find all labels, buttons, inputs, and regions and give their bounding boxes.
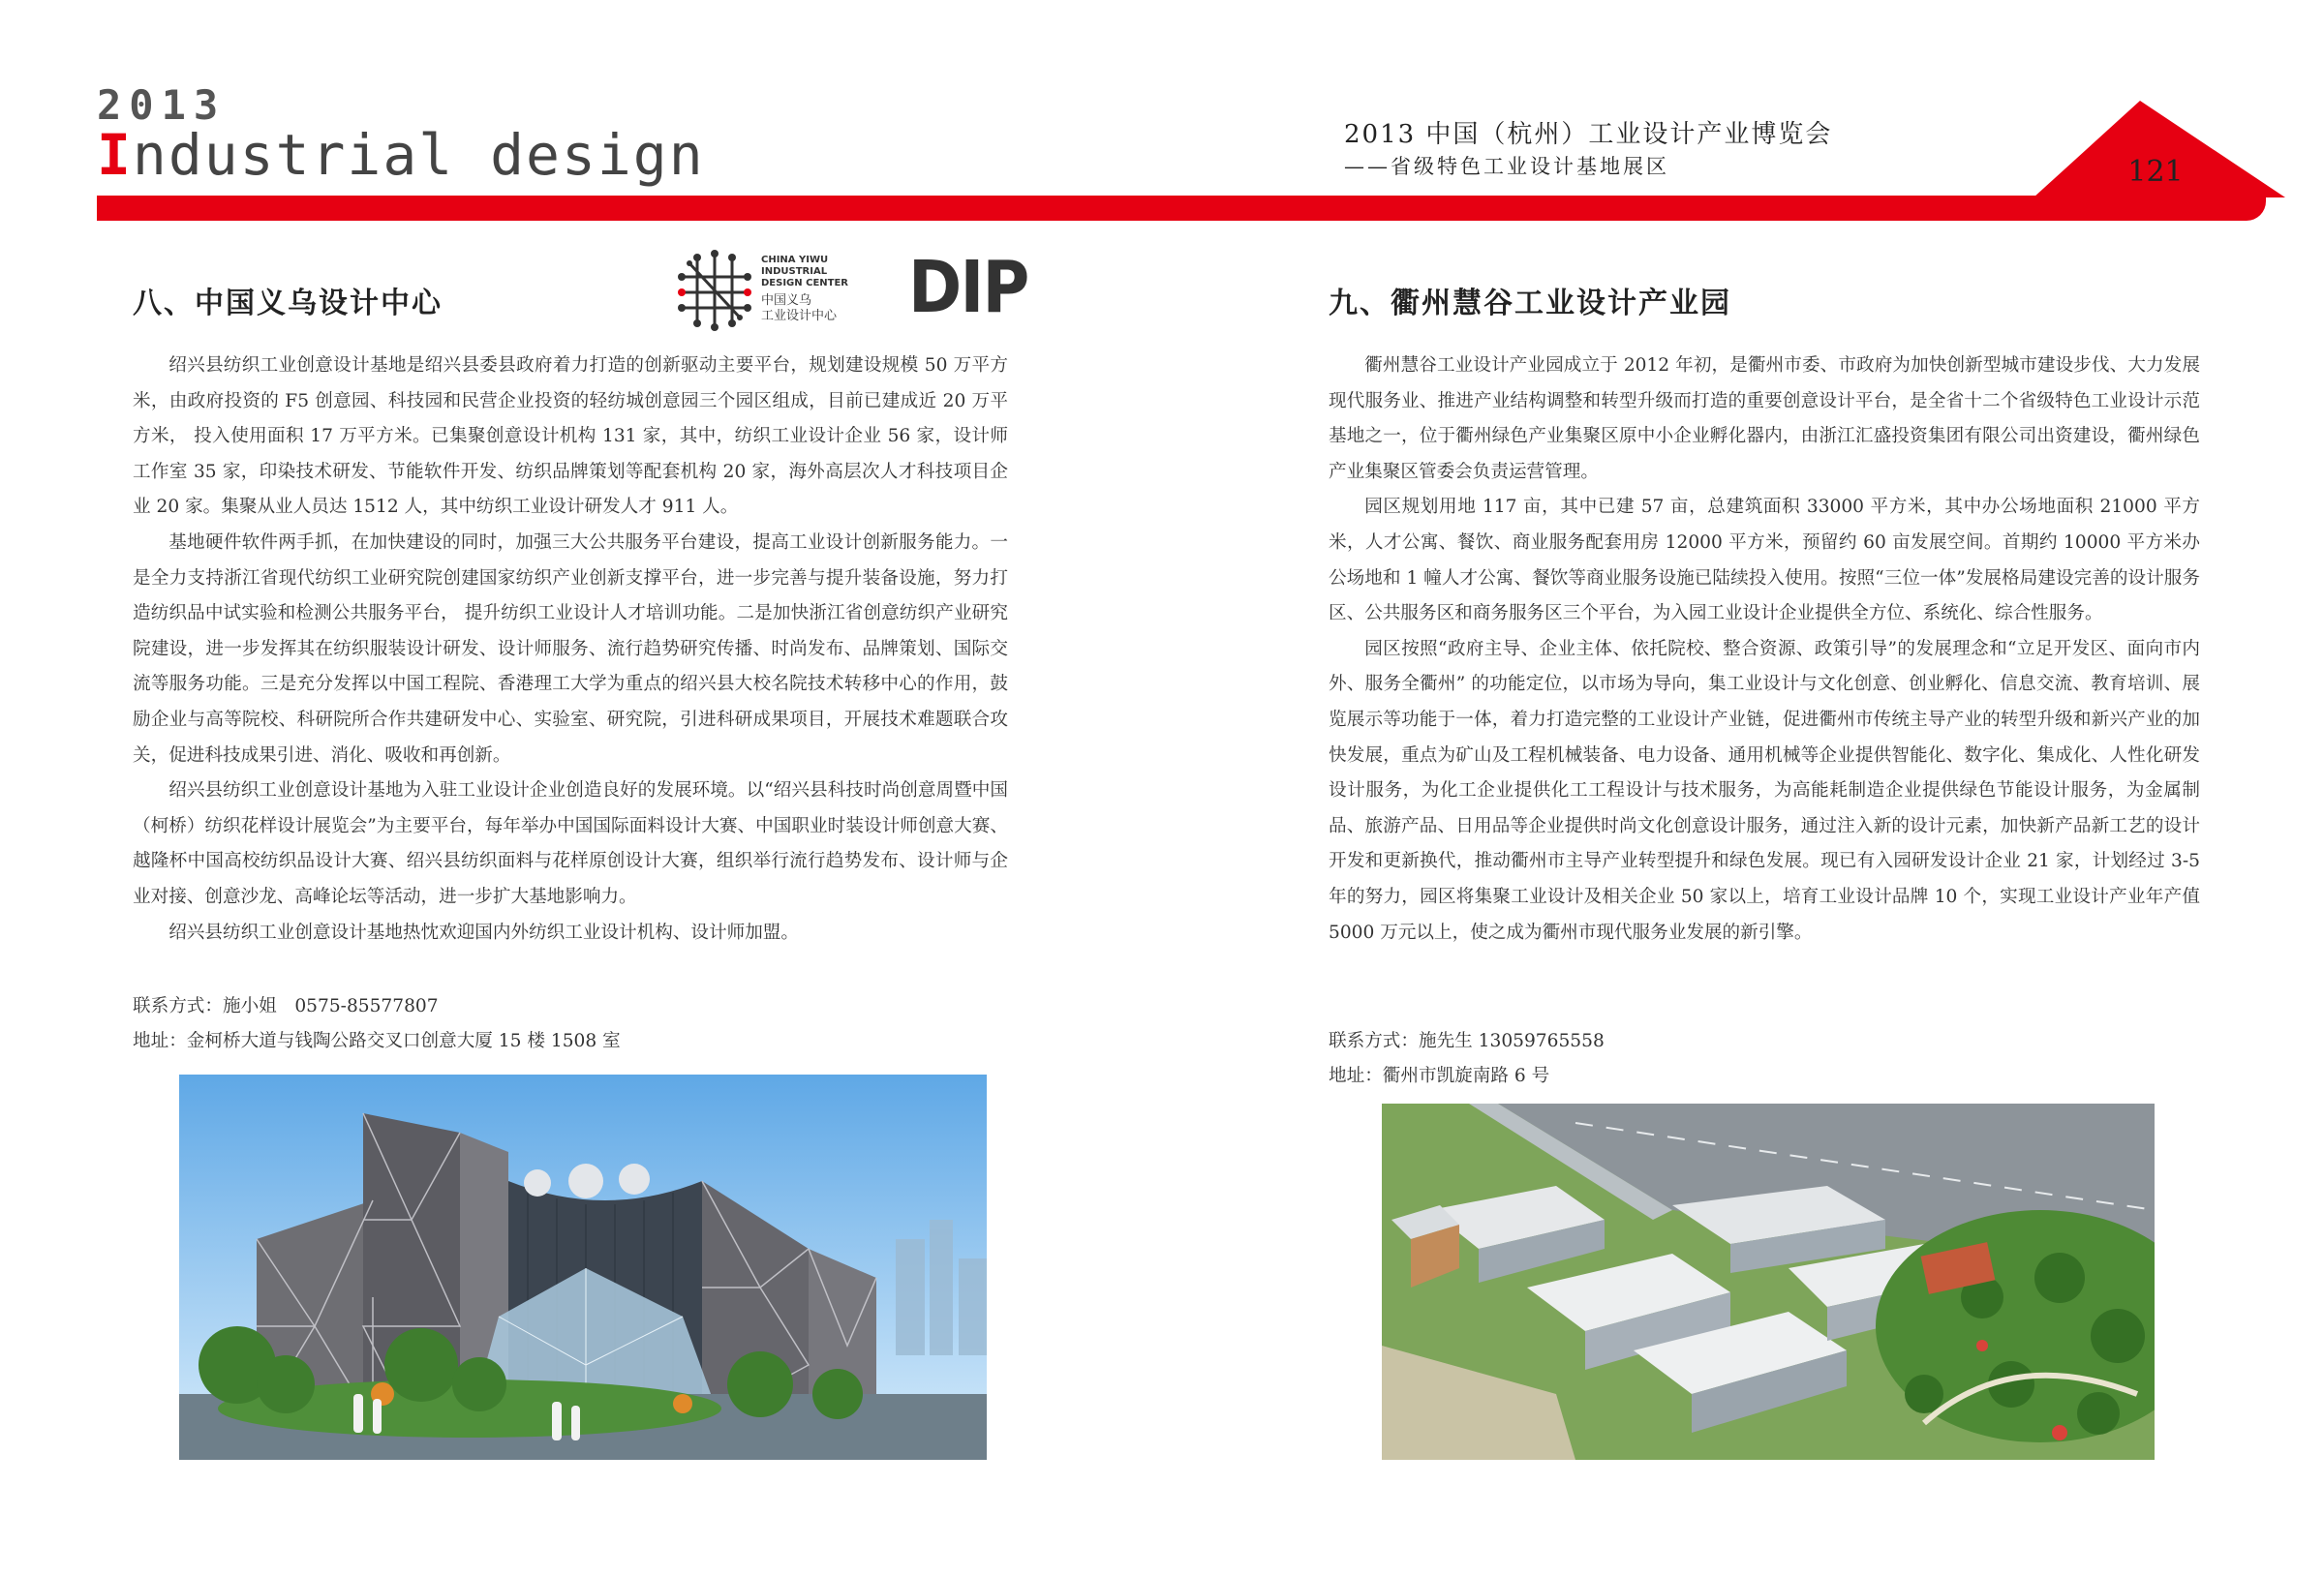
left-address: 地址：金柯桥大道与钱陶公路交叉口创意大厦 15 楼 1508 室 (133, 1031, 621, 1051)
left-paragraph: 基地硬件软件两手抓，在加快建设的同时，加强三大公共服务平台建设，提高工业设计创新服务能力。一是全力支持浙江省现代纺织工业研究院创建国家纺织产业创新支撑平台，进一步完善与提升装备设施，努力打造纺织品中试实验和检测公共服务平台， 提升纺织工业设计人才培训功能。二是加快浙江省创意纺织产业研究院建设，进一步发挥其在纺织服装设计研发、设计师服务、流行趋势研究传播、时尚发布、品牌策划、国际交流等服务功能。三是充分发挥以中国工程院、香港理工大学为重点的绍兴县大校名院技术转移中心的作用，鼓励企业与高等院校、科研院所合作共建研发中心、实验室、研究院，引进科研成果项目，开展技术难题联合攻关，促进科技成果引进、消化、吸收和再创新。 (133, 531, 1008, 766)
logo-cn-line2: 工业设计中心 (761, 309, 838, 323)
logo-wordmark (97, 122, 705, 188)
left-paragraph: 绍兴县纺织工业创意设计基地热忱欢迎国内外纺织工业设计机构、设计师加盟。 (168, 922, 799, 943)
left-contact: 联系方式：施小姐 0575-85577807 (133, 996, 439, 1016)
quzhou-park-aerial-photo (1382, 1104, 2155, 1460)
network-icon (676, 250, 753, 331)
right-paragraph: 园区按照“政府主导、企业主体、依托院校、整合资源、政策引导”的发展理念和“立足开发区、面向市内外、服务全衢州” 的功能定位，以市场为导向，集工业设计与文化创意、创业孵化、信息交流、教育培训、展览展示等功能于一体，着力打造完整的工业设计产业链，促进衢州市传统主导产业的转型升级和新兴产业的加快发展，重点为矿山及工程机械装备、电力设备、通用机械等企业提供智能化、数字化、集成化、人性化研发设计服务，为化工企业提供化工工程设计与技术服务，为高能耗制造企业提供绿色节能设计服务，为金属制品、旅游产品、日用品等企业提供时尚文化创意设计服务，通过注入新的设计元素，加快新产品新工艺的设计开发和更新换代，推动衢州市主导产业转型提升和绿色发展。现已有入园研发设计企业 21 家，计划经过 3-5 年的努力，园区将集聚工业设计及相关企业 50 家以上，培育工业设计品牌 10 个，实现工业设计产业年产值 5000 万元以上，使之成为衢州市现代服务业发展的新引擎。 (1329, 638, 2200, 943)
logo-en-line1: CHINA YIWU (761, 255, 829, 265)
right-paragraph: 园区规划用地 117 亩，其中已建 57 亩，总建筑面积 33000 平方米，其中办公场地面积 21000 平方米，人才公寓、餐饮、商业服务配套用房 12000 平方米，预留约 60 亩发展空间。首期约 10000 平方米办公场地和 1 幢人才公寓、餐饮等商业服务设施已陆续投入使用。按照“三位一体”发展格局建设完善的设计服务区、公共服务区和商务服务区三个平台，为入园工业设计企业提供全方位、系统化、综合性服务。 (1329, 497, 2200, 624)
page-number: 121 (2127, 155, 2184, 189)
right-contact: 联系方式：施先生 13059765558 (1329, 1031, 1605, 1051)
yiwu-building-photo (179, 1075, 987, 1460)
yiwu-design-center-logo (676, 250, 850, 331)
left-paragraph: 绍兴县纺织工业创意设计基地为入驻工业设计企业创造良好的发展环境。以“绍兴县科技时尚创意周暨中国（柯桥）纺织花样设计展览会”为主要平台，每年举办中国国际面料设计大赛、中国职业时装设计师创意大赛、越隆杯中国高校纺织品设计大赛、绍兴县纺织面料与花样原创设计大赛，组织举行流行趋势发布、设计师与企业对接、创意沙龙、高峰论坛等活动，进一步扩大基地影响力。 (133, 780, 1008, 907)
left-section-title: 八、中国义乌设计中心 (133, 287, 443, 320)
exhibition-title: 2013 中国（杭州）工业设计产业博览会 (1344, 120, 1833, 149)
exhibition-subtitle: ——省级特色工业设计基地展区 (1344, 155, 1669, 178)
logo-cn-line1: 中国义乌 (761, 293, 812, 308)
header-red-bar (97, 196, 2266, 221)
right-address: 地址：衢州市凯旋南路 6 号 (1329, 1066, 1550, 1086)
logo-first-letter: I (97, 122, 133, 188)
logo-en-line2: INDUSTRIAL (761, 266, 828, 277)
logo-rest: ndustrial design (132, 122, 705, 188)
left-body (133, 349, 1008, 951)
right-section-title: 九、衢州慧谷工业设计产业园 (1329, 287, 1731, 320)
logo-en-line3: DESIGN CENTER (761, 278, 849, 288)
logo-year: 2013 (97, 81, 227, 129)
left-paragraph: 绍兴县纺织工业创意设计基地是绍兴县委县政府着力打造的创新驱动主要平台，规划建设规模 50 万平方米，由政府投资的 F5 创意园、科技园和民营企业投资的轻纺城创意园三个园区组成，目前已建成近 20 万平方米， 投入使用面积 17 万平方米。已集聚创意设计机构 131 家，其中，纺织工业设计企业 56 家，设计师工作室 35 家，印染技术研发、节能软件开发、纺织品牌策划等配套机构 20 家，海外高层次人才科技项目企业 20 家。集聚从业人员达 1512 人，其中纺织工业设计研发人才 911 人。 (133, 355, 1008, 518)
right-body (1329, 349, 2200, 951)
right-paragraph: 衢州慧谷工业设计产业园成立于 2012 年初，是衢州市委、市政府为加快创新型城市建设步伐、大力发展现代服务业、推进产业结构调整和转型升级而打造的重要创意设计平台，是全省十二个省级特色工业设计示范基地之一，位于衢州绿色产业集聚区原中小企业孵化器内，由浙江汇盛投资集团有限公司出资建设，衢州绿色产业集聚区管委会负责运营管理。 (1329, 355, 2200, 482)
dip-logo: DIP (908, 246, 1028, 329)
